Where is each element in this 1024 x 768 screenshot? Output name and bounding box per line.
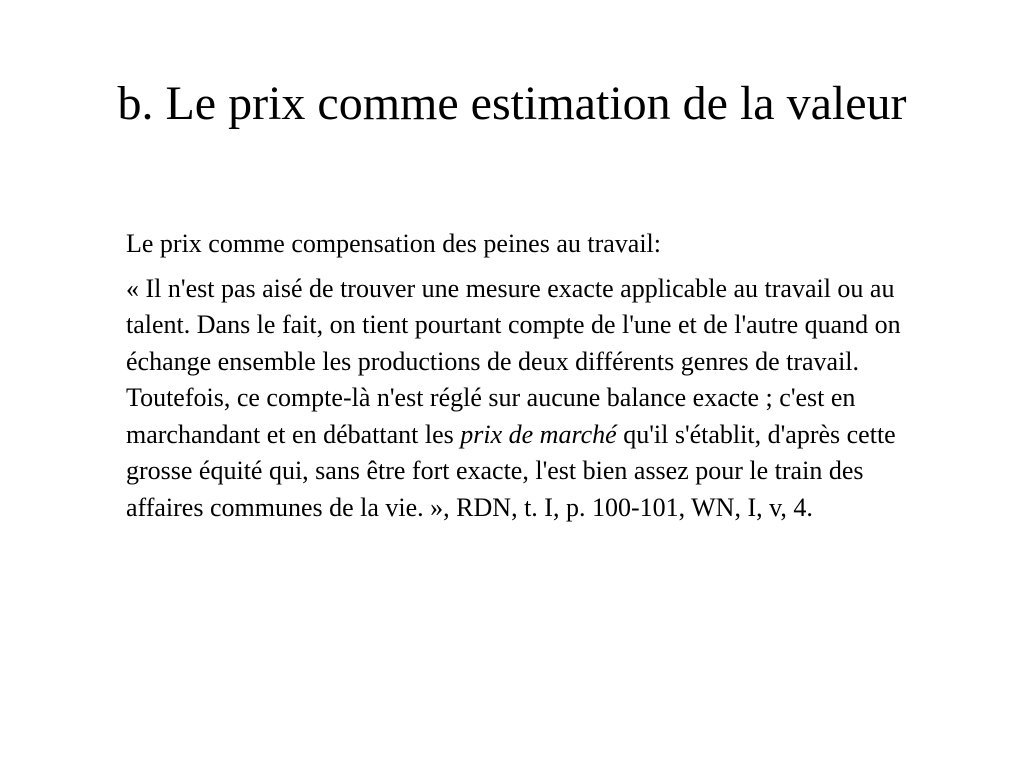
intro-paragraph: Le prix comme compensation des peines au travail: (126, 229, 661, 258)
quote-italic-term: prix de marché (460, 419, 617, 449)
quote-text-end: qu'il s'établit, d'après cette grosse équité qui, sans être fort exacte, l'est bien assez pour le train des affaires communes de la vie. », RDN, t. I, p. 100-101, WN, I, v, 4. (126, 419, 896, 522)
slide-body (126, 226, 926, 526)
slide-title: b. Le prix comme estimation de la valeur (117, 77, 907, 130)
quote-paragraph (126, 271, 926, 527)
quote-text-start: « Il n'est pas aisé de trouver une mesure exacte applicable au travail ou au talent. Dans le fait, on tient pourtant compte de l'une et de l'autre quand on échange ensemble les productions de deux différents genres de travail. Toutefois, ce compte-là n'est réglé sur aucune balance exacte ; c'est en marchandant et en débattant les (126, 273, 901, 449)
